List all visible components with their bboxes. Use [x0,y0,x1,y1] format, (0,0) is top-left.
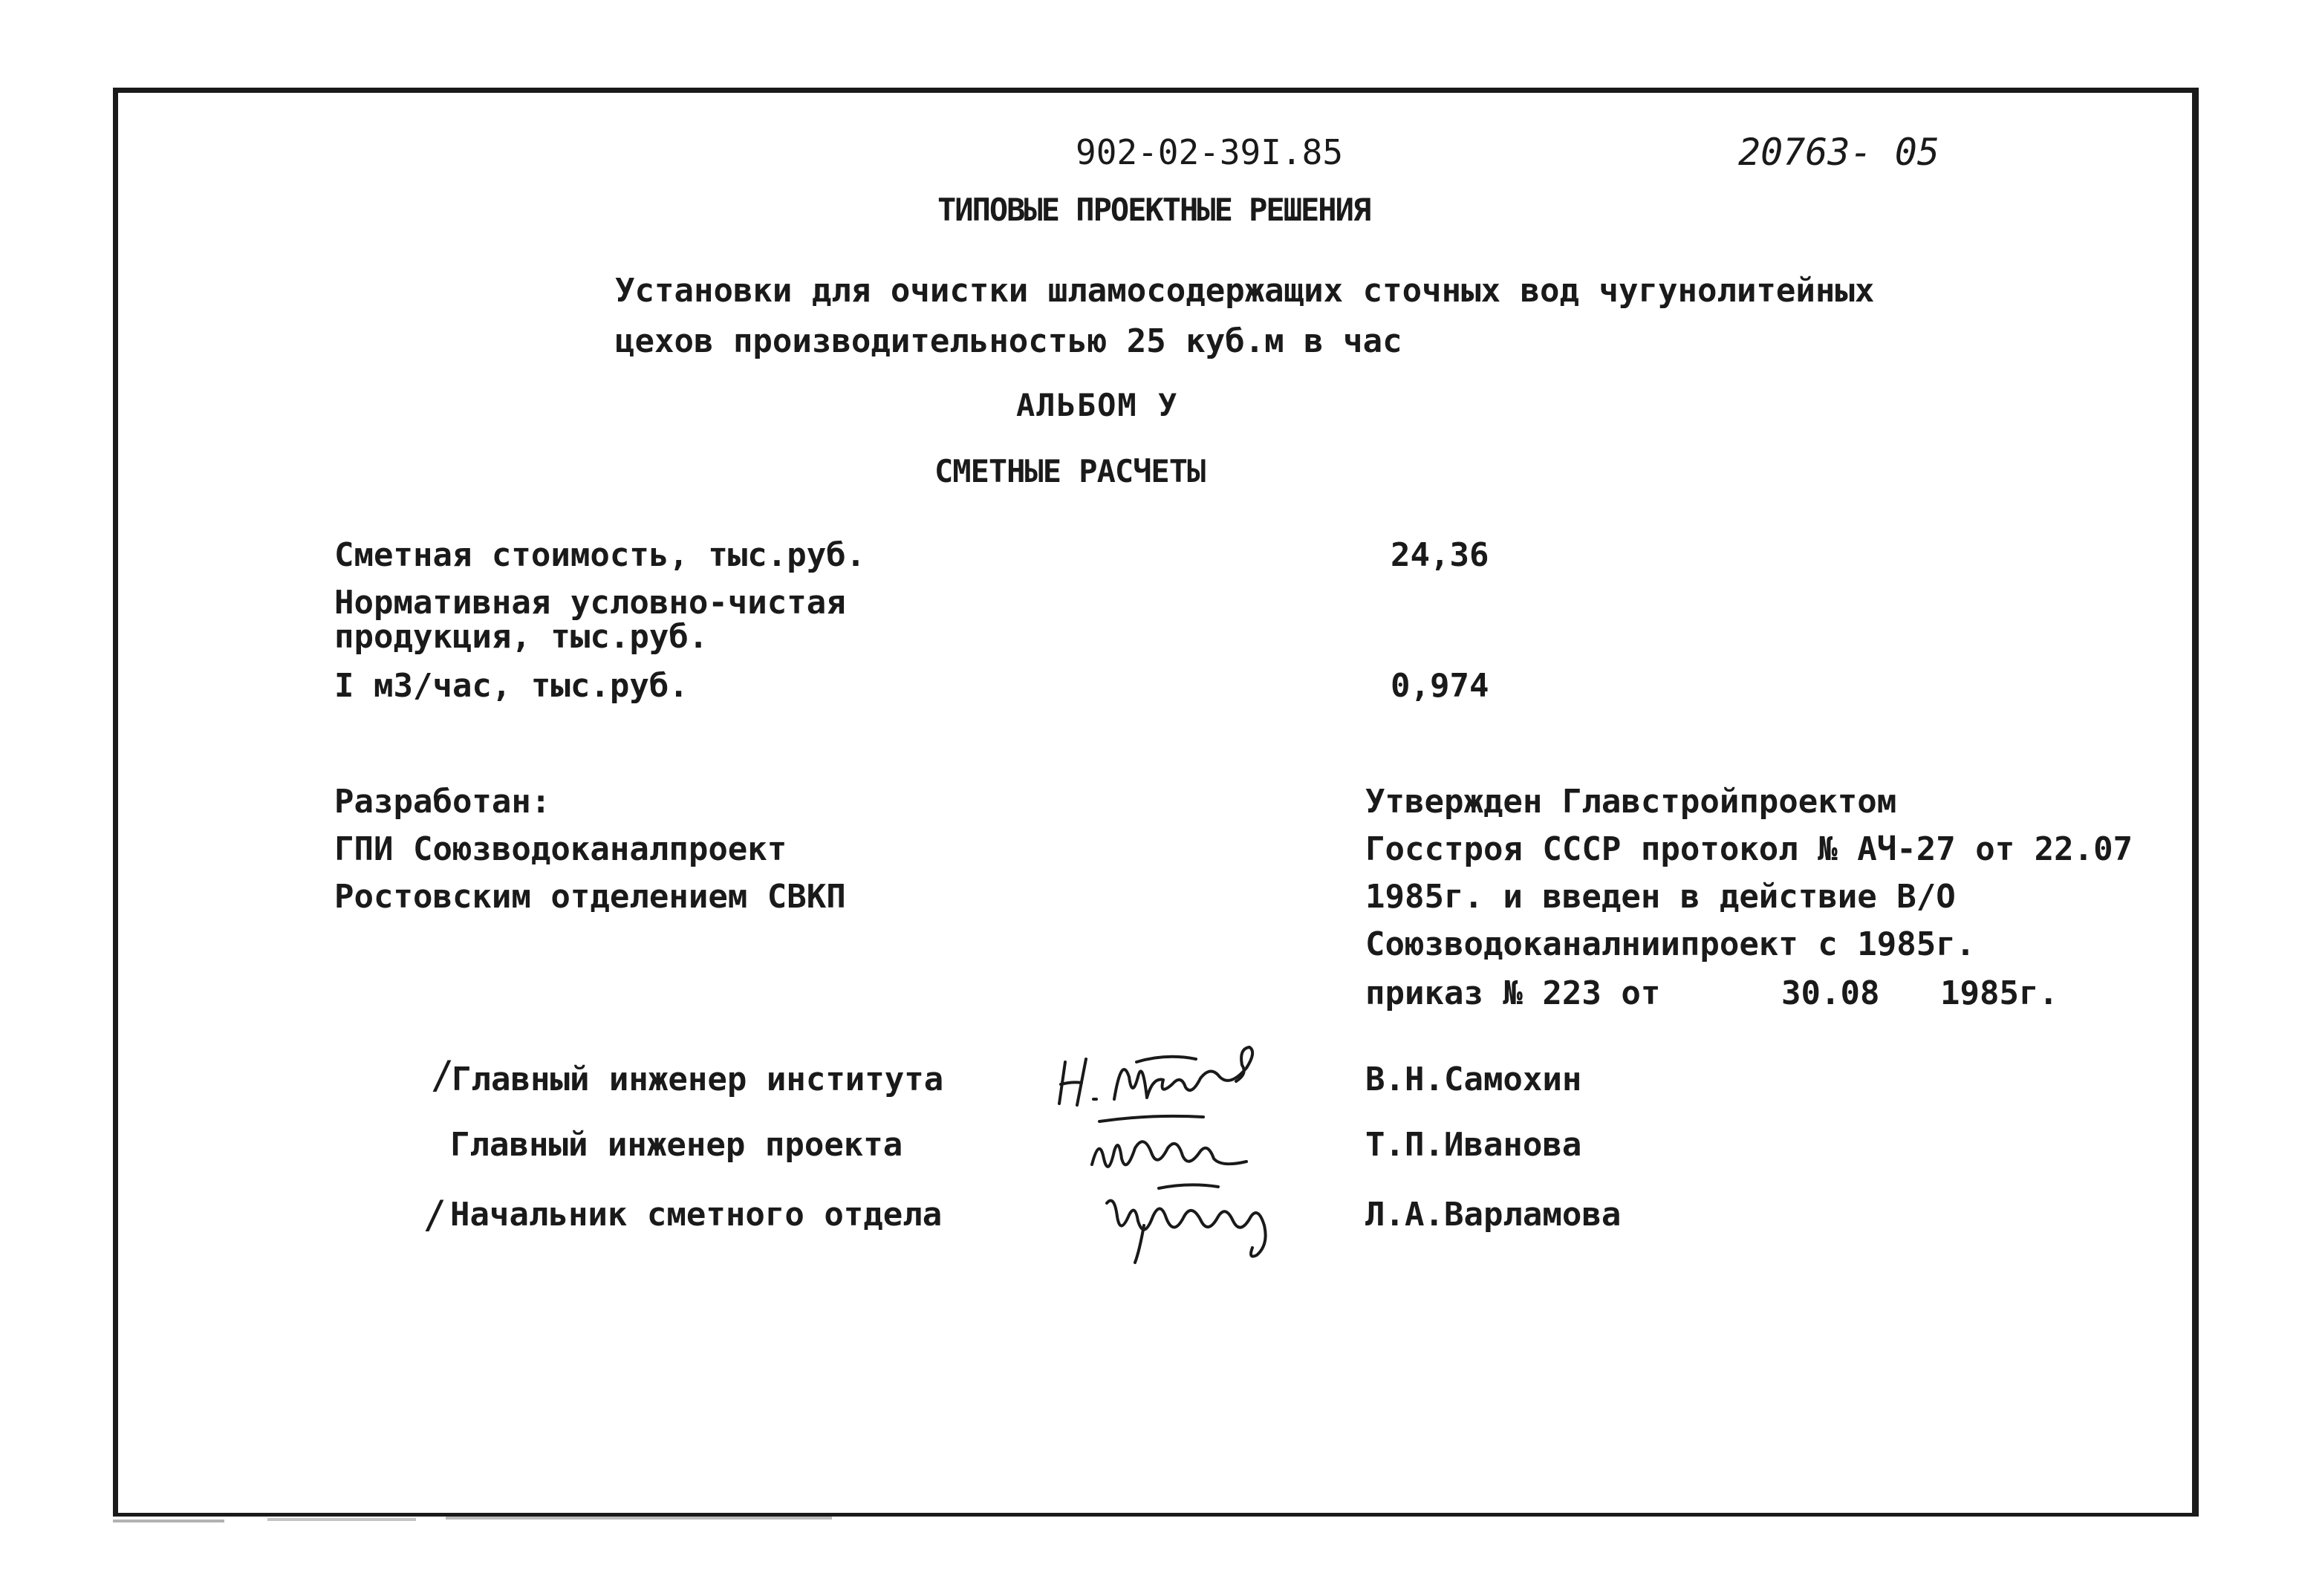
approved-line-4: Союзводоканалниипроект с 1985г. [1365,925,1976,963]
sheet-number: 20763- 05 [1738,131,1939,174]
signatory-2-role: Главный инженер проекта [450,1126,903,1164]
approved-line-2: Госстроя СССР протокол № АЧ-27 от 22.07 [1365,830,2133,868]
developed-by-heading: Разработан: [334,783,551,821]
designation-code: 902-02-39I.85 [1076,132,1344,172]
order-prefix: приказ № 223 от [1365,974,1661,1012]
approved-line-1: Утвержден Главстройпроектом [1365,783,1897,821]
signatory-1-role: Главный инженер института [452,1061,944,1098]
per-m3-value: 0,974 [1391,667,1489,705]
per-m3-label: I м3/час, тыс.руб. [334,667,689,705]
developed-by-organization: ГПИ Союзводоканалпроект [334,830,787,868]
signatory-2-name: Т.П.Иванова [1365,1126,1582,1164]
cost-label: Сметная стоимость, тыс.руб. [334,536,866,574]
approved-line-3: 1985г. и введен в действие В/О [1365,878,1956,916]
signatory-1-name: В.Н.Самохин [1365,1061,1582,1098]
album-title: АЛЬБОМ У [1016,387,1179,423]
signatory-3-role: Начальник сметного отдела [450,1196,943,1234]
order-year: 1985г. [1940,974,2058,1012]
section-title: СМЕТНЫЕ РАСЧЕТЫ [934,453,1206,489]
subject-line-1: Установки для очистки шламосодержащих сточных вод чугунолитейных [615,272,1875,310]
scan-smudge [267,1518,416,1521]
signature-3 [1092,1173,1315,1270]
signatory-1-mark: / [431,1053,455,1098]
document-title: ТИПОВЫЕ ПРОЕКТНЫЕ РЕШЕНИЯ [937,192,1370,228]
normative-label-line-2: продукция, тыс.руб. [334,618,709,656]
cost-value: 24,36 [1391,536,1489,574]
signatory-3-name: Л.А.Варламова [1365,1196,1622,1234]
scan-smudge [446,1517,832,1520]
developed-by-branch: Ростовским отделением СВКП [334,878,846,916]
subject-line-2: цехов производительностью 25 куб.м в час [615,322,1402,360]
order-date: 30.08 [1781,974,1880,1012]
scan-smudge [113,1520,224,1522]
signatory-3-mark: / [423,1193,447,1237]
normative-label-line-1: Нормативная условно-чистая [334,584,846,622]
